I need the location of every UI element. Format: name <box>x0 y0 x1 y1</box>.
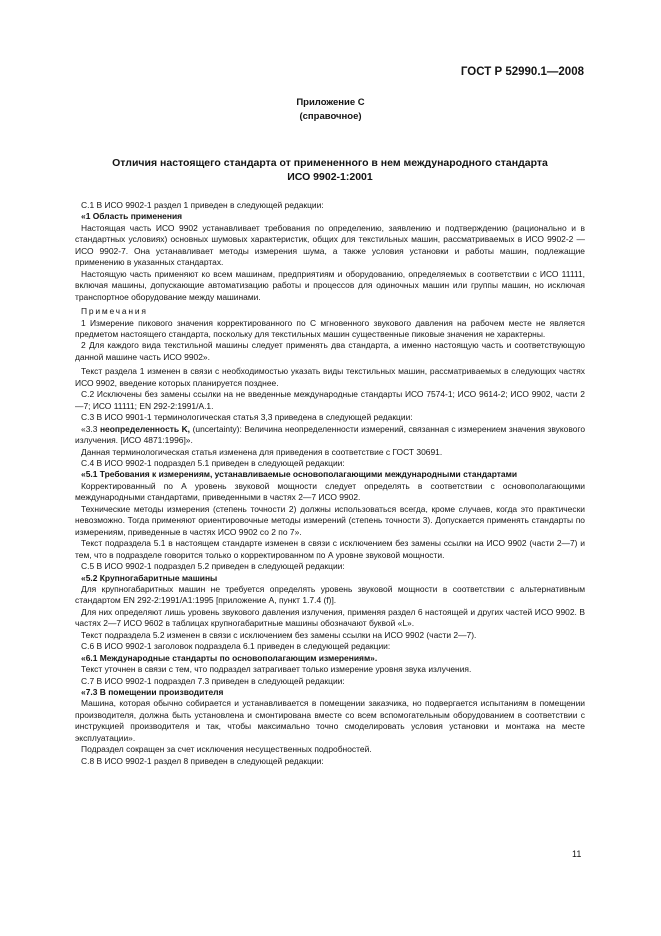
annex-heading <box>0 96 661 124</box>
section-title <box>70 156 590 184</box>
paragraph: Данная терминологическая статья изменена для приведения в соответствие с ГОСТ 30691. <box>81 446 443 457</box>
document-id: ГОСТ Р 52990.1—2008 <box>460 66 584 78</box>
paragraph: Для них определяют лишь уровень звукового давления излучения, применяя раздел 6 настоящей и других частей ИСО 9902. В частях 2—7 ИСО 9602 в таблицах крупногабаритные машины обозначают буквой «L». <box>75 606 585 629</box>
notes-heading: Примечания <box>81 306 148 317</box>
paragraph: С.4 В ИСО 9902-1 подраздел 5.1 приведен в следующей редакции: <box>81 457 345 468</box>
term-name: неопределенность K, <box>99 423 191 434</box>
paragraph: Машина, которая обычно собирается и устанавливается в помещении заказчика, но подвергается испытаниям в помещении производителя, должна быть установлена и смонтирована вместе со всем вспомогательным оборудованием в соответствии с инструкцией производителя и так, чтобы максимально точно смоделировать условия установки и монтажа на месте эксплуатации». <box>75 698 585 743</box>
quoted-heading: «5.2 Крупногабаритные машины <box>81 572 218 583</box>
paragraph: С.3 В ИСО 9901-1 терминологическая статья 3,3 приведена в следующей редакции: <box>81 412 413 423</box>
paragraph: Подраздел сокращен за счет исключения несущественных подробностей. <box>81 744 372 755</box>
term-entry <box>75 424 585 447</box>
quoted-heading: «7.3 В помещении производителя <box>81 687 224 698</box>
paragraph: Настоящую часть применяют ко всем машинам, предприятиям и оборудованию, определяемых в соответствии с ИСО 11111, включая машины, допускающие автоматизацию работы и процессов для одиночных машин или группы машин, но исключая транспортное оборудование между машинами. <box>75 268 585 302</box>
paragraph: С.8 В ИСО 9902-1 раздел 8 приведен в следующей редакции: <box>81 755 324 766</box>
paragraph: Корректированный по А уровень звуковой мощности следует определять в соответствии с основополагающими международными стандартами, приведенными в частях 2—7 ИСО 9902. <box>75 480 585 503</box>
annex-label: Приложение С <box>296 97 365 108</box>
paragraph: С.1 В ИСО 9902-1 раздел 1 приведен в следующей редакции: <box>81 200 324 210</box>
paragraph: С.2 Исключены без замены ссылки на не введенные международные стандарты ИСО 7574-1; ИСО 9614-2; ИСО 9902, части 2—7; ИСО 11111; EN 292-2:1991/A.1. <box>75 389 585 411</box>
term-definition: (uncertainty): Величина неопределенности измерений, связанная с измерением значения звукового излучения. [ИСО 4871:1996]». <box>75 423 586 446</box>
paragraph: С.5 В ИСО 9902-1 подраздел 5.2 приведен в следующей редакции: <box>81 561 345 572</box>
note-item: 1 Измерение пикового значения корректированного по С мгновенного звукового давления на рабочем месте не является предметом настоящего стандарта, поскольку для текстильных машин существенные пиковые значения не характерны. <box>75 317 585 339</box>
paragraph: Текст подраздела 5.1 в настоящем стандарте изменен в связи с исключением без замены ссылки на ИСО 9902 (части 2—7) и тем, что в подразделе говорится только о корректированном по А уровне звуковой мощности. <box>75 538 585 560</box>
page-number: 11 <box>572 849 582 859</box>
quoted-heading: «6.1 Международные стандарты по основополагающим измерениям». <box>81 652 378 663</box>
paragraph: Технические методы измерения (степень точности 2) должны использоваться всегда, кроме случаев, когда это практически невозможно. Тогда применяют ориентировочные методы измерений (степень точности 3). Допускается применять стандарты по измерениям, приведенные в частях ИСО 9902 со 2 по 7». <box>75 503 585 537</box>
quoted-heading: «5.1 Требования к измерениям, устанавливаемые основополагающими международными стандартами <box>81 469 518 480</box>
term-number: «3.3 <box>81 423 100 434</box>
paragraph: Настоящая часть ИСО 9902 устанавливает требования по определению, заявлению и подтверждению (рационально и в стандартных условиях) основных шумовых характеристик, общих для текстильных машин, рассматриваемых в ИСО 9902-2 — ИСО 9902-7. Она устанавливает методы измерения шума, а также условия установки и работы машин, подлежащие применению в указанных стандартах. <box>75 222 585 268</box>
quoted-heading: «1 Область применения <box>81 211 183 222</box>
paragraph: Для крупногабаритных машин не требуется определять уровень звуковой мощности в соответствии с альтернативным стандартом EN 292-2:1991/A1:1995 [приложение А, пункт 1.7.4 (f)]. <box>75 583 585 606</box>
section-title-line-2: ИСО 9902-1:2001 <box>287 171 373 183</box>
paragraph: Текст уточнен в связи с тем, что подраздел затрагивает только измерение уровня звука излучения. <box>81 664 472 675</box>
section-title-line-1: Отличия настоящего стандарта от примененного в нем международного стандарта <box>112 157 548 169</box>
paragraph: С.6 В ИСО 9902-1 заголовок подраздела 6.1 приведен в следующей редакции: <box>81 641 391 652</box>
annex-type: (справочное) <box>299 111 362 122</box>
paragraph: Текст раздела 1 изменен в связи с необходимостью указать виды текстильных машин, рассматриваемых в следующих частях ИСО 9902, введение которых планируется позднее. <box>75 366 585 388</box>
paragraph: Текст подраздела 5.2 изменен в связи с исключением без замены ссылки на ИСО 9902 (части 2—7). <box>81 629 477 640</box>
note-item: 2 Для каждого вида текстильной машины следует применять два стандарта, а именно настоящую часть и соответствующую данной машине часть ИСО 9902». <box>75 340 585 362</box>
body-text <box>75 200 585 767</box>
paragraph: С.7 В ИСО 9902-1 подраздел 7.3 приведен в следующей редакции: <box>81 675 345 686</box>
